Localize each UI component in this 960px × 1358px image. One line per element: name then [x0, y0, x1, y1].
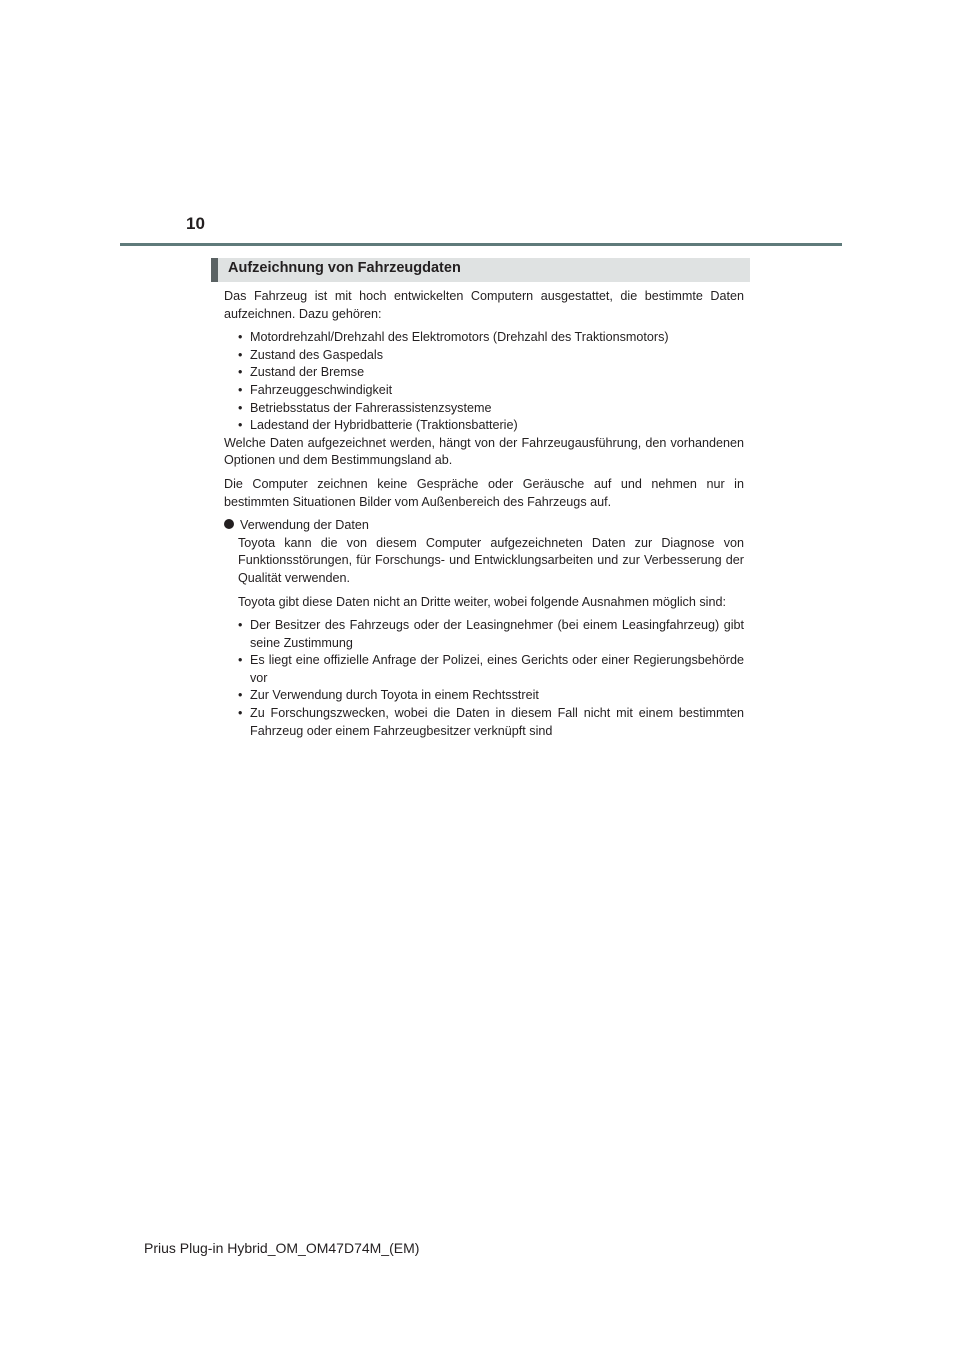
bullet-dot: •	[238, 706, 243, 721]
section-header	[211, 258, 750, 282]
bullet-dot: •	[238, 688, 243, 703]
list-item: • Ladestand der Hybridbatterie (Traktionsbatterie)	[238, 417, 744, 435]
bullet-dot: •	[238, 618, 243, 633]
recorded-items-list	[224, 329, 744, 435]
bullet-dot: •	[238, 382, 243, 397]
disclosure-paragraph: Toyota gibt diese Daten nicht an Dritte weiter, wobei folgende Ausnahmen möglich sind:	[238, 594, 726, 609]
section-title: Aufzeichnung von Fahrzeugdaten	[228, 260, 461, 276]
list-item: • Fahrzeuggeschwindigkeit	[238, 382, 744, 400]
intro-paragraph: Das Fahrzeug ist mit hoch entwickelten Computern ausgestattet, die bestimmte Daten aufzeichnen. Dazu gehören:	[224, 289, 744, 321]
bullet-dot: •	[238, 400, 243, 415]
list-item: • Zustand des Gaspedals	[238, 347, 744, 365]
bullet-dot: •	[238, 653, 243, 668]
list-item: • Der Besitzer des Fahrzeugs oder der Leasingnehmer (bei einem Leasingfahrzeug) gibt seine Zustimmung	[238, 618, 744, 650]
bullet-dot: •	[238, 365, 243, 380]
list-item: • Motordrehzahl/Drehzahl des Elektromotors (Drehzahl des Traktionsmotors)	[238, 329, 744, 347]
bullet-dot: •	[238, 330, 243, 345]
page-number: 10	[186, 214, 205, 233]
variance-paragraph: Welche Daten aufgezeichnet werden, hängt von der Fahrzeugausführung, den vorhandenen Optionen und dem Bestimmungsland ab.	[224, 435, 744, 468]
usage-paragraph: Toyota kann die von diesem Computer aufgezeichneten Daten zur Diagnose von Funktionsstörungen, für Forschungs- und Entwicklungsarbeiten und zur Verbesserung der Qualität verwenden.	[238, 535, 744, 585]
header-rule	[120, 243, 842, 246]
list-item: • Zustand der Bremse	[238, 364, 744, 382]
exceptions-list	[238, 617, 744, 740]
usage-heading: Verwendung der Daten	[240, 518, 369, 533]
camera-paragraph: Die Computer zeichnen keine Gespräche oder Geräusche auf und nehmen nur in bestimmten Situationen Bilder vom Außenbereich des Fahrzeugs auf.	[224, 476, 744, 509]
footer-document-id: Prius Plug-in Hybrid_OM_OM47D74M_(EM)	[144, 1240, 420, 1256]
list-item: • Zur Verwendung durch Toyota in einem Rechtsstreit	[238, 687, 744, 705]
usage-block	[224, 517, 744, 740]
bullet-dot: •	[238, 418, 243, 433]
list-item: • Zu Forschungszwecken, wobei die Daten in diesem Fall nicht mit einem bestimmten Fahrzeug oder einem Fahrzeugbesitzer verknüpft sind	[238, 706, 744, 738]
bullet-dot: •	[238, 347, 243, 362]
circle-bullet-icon	[224, 519, 234, 529]
section-content	[224, 288, 744, 740]
list-item: • Es liegt eine offizielle Anfrage der Polizei, eines Gerichts oder einer Regierungsbehörde vor	[238, 653, 744, 685]
list-item: • Betriebsstatus der Fahrerassistenzsysteme	[238, 400, 744, 418]
